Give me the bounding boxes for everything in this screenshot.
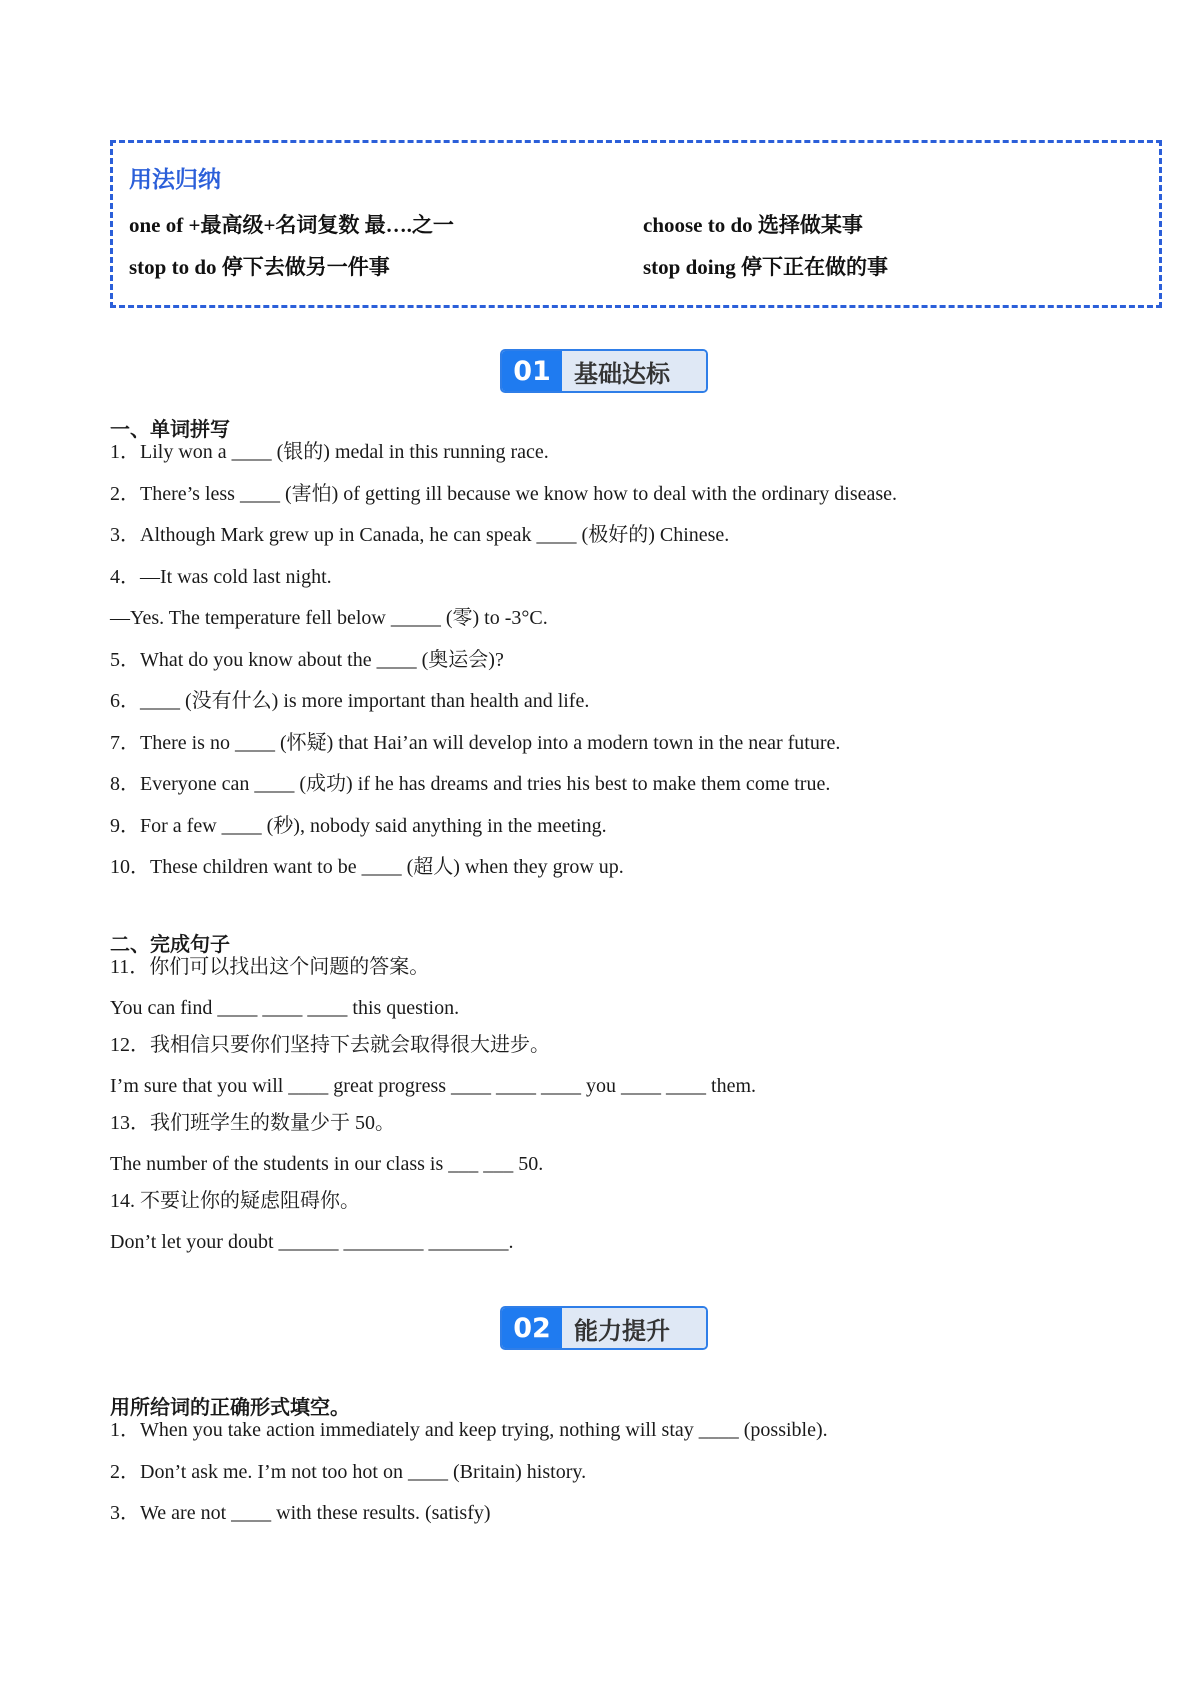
exercise-line: 2．There’s less ____ (害怕) of getting ill because we know how to deal with the ordinary disease. (110, 483, 898, 505)
exercise-line: 14. 不要让你的疑虑阻碍你。 (110, 1190, 360, 1212)
exercise-line: I’m sure that you will ____ great progress ____ ____ ____ you ____ ____ them. (110, 1075, 757, 1097)
exercise-line: —Yes. The temperature fell below _____ (零) to -3°C. (110, 607, 548, 629)
section-label: 基础达标 (562, 351, 706, 391)
exercise-line: 11．你们可以找出这个问题的答案。 (110, 956, 430, 978)
exercise-line: 8．Everyone can ____ (成功) if he has dreams and tries his best to make them come true. (110, 773, 831, 795)
section-banner-basic (500, 349, 708, 393)
exercise-line: Don’t let your doubt ______ ________ ________. (110, 1231, 514, 1253)
exercise-line: 5．What do you know about the ____ (奥运会)? (110, 649, 504, 671)
exercise-line: 12．我相信只要你们坚持下去就会取得很大进步。 (110, 1034, 550, 1056)
section-banner-advanced (500, 1306, 708, 1350)
part-heading-sentences: 二、完成句子 (110, 932, 230, 956)
exercise-line: 7．There is no ____ (怀疑) that Hai’an will develop into a modern town in the near future. (110, 732, 841, 754)
part-heading-word-forms: 用所给词的正确形式填空。 (110, 1395, 350, 1419)
exercise-line: The number of the students in our class is ___ ___ 50. (110, 1153, 544, 1175)
usage-item-stop-to-do: stop to do 停下去做另一件事 (129, 255, 390, 279)
usage-summary-box (110, 140, 1162, 308)
part-heading-spelling: 一、单词拼写 (110, 417, 230, 441)
exercise-line: 10．These children want to be ____ (超人) when they grow up. (110, 856, 624, 878)
section-number: 02 (502, 1308, 562, 1348)
exercise-line: 6．____ (没有什么) is more important than health and life. (110, 690, 590, 712)
exercise-line: 3．We are not ____ with these results. (satisfy) (110, 1502, 491, 1524)
section-number: 01 (502, 351, 562, 391)
exercise-line: 2．Don’t ask me. I’m not too hot on ____ (Britain) history. (110, 1461, 587, 1483)
usage-item-stop-doing: stop doing 停下正在做的事 (643, 255, 889, 279)
exercise-line: 9．For a few ____ (秒), nobody said anything in the meeting. (110, 815, 607, 837)
exercise-line: 13．我们班学生的数量少于 50。 (110, 1112, 395, 1134)
summary-title: 用法归纳 (129, 167, 221, 193)
exercise-line: 3．Although Mark grew up in Canada, he can speak ____ (极好的) Chinese. (110, 524, 730, 546)
exercise-line: 1．Lily won a ____ (银的) medal in this running race. (110, 441, 549, 463)
usage-item-one-of: one of +最高级+名词复数 最….之一 (129, 213, 454, 237)
exercise-line: You can find ____ ____ ____ this question. (110, 997, 460, 1019)
usage-item-choose-to-do: choose to do 选择做某事 (643, 213, 863, 237)
section-label: 能力提升 (562, 1308, 706, 1348)
exercise-line: 1．When you take action immediately and keep trying, nothing will stay ____ (possible). (110, 1419, 828, 1441)
exercise-line: 4．—It was cold last night. (110, 566, 332, 588)
